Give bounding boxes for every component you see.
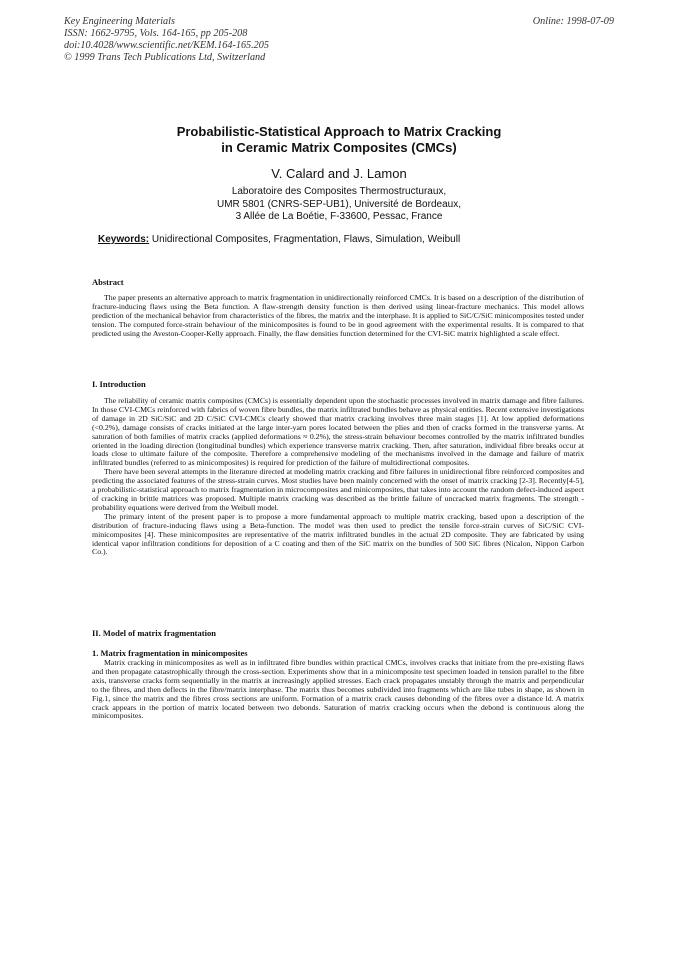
- copyright-line: © 1999 Trans Tech Publications Ltd, Switzerland: [64, 52, 266, 63]
- doi-line: doi:10.4028/www.scientific.net/KEM.164-165.205: [64, 40, 269, 51]
- model-body: [92, 659, 584, 721]
- model-paragraph-1: Matrix cracking in minicomposites as well as in infiltrated fibre bundles within practical CMCs, involves cracks that initiate from the pre-existing flaws and then propagate catastrophically through the cross-section. Experiments show that in a minicomposite test specimen loaded in tension parallel to the fibre axis, transverse cracks form sequentially in the matrix at increasingly applied stresses. Each crack propagates unstably through the matrix and perpendicular to the fibres, and then deflects in the fibre/matrix interphase. The matrix thus becomes subdivided into fragments which are like tubes in shape, as shown in Fig.1, since the matrix and the fibres cross sections are uniform. Formation of a matrix crack causes debonding of the fibres over a distance ld. A matrix crack appears in the portion of matrix located between two debonds. Saturation of matrix cracking occurs when the debond is continuous along the minicomposites.: [92, 658, 584, 721]
- keywords-label: Keywords:: [98, 234, 150, 245]
- abstract-paragraph: The paper presents an alternative approach to matrix fragmentation in unidirectionally reinforced CMCs. It is based on a description of the distribution of fracture-inducing flaws using the Beta function. A flaw-strength density function is then derived using linear-fracture mechanics. This model allows prediction of the mechanical behavior from characteristics of the fibres, the matrix and the interphase. It is applied to SiC/C/SiC minicomposites tested under tension. The computed force-strain behaviour of the minicomposites is found to be in good agreement with the experimental results. It is compared to that predicted using the Aveston-Cooper-Kelly approach. Finally, the flaw densities function determined for the CVI-SiC matrix highlighted a scale effect.: [92, 293, 584, 338]
- introduction-paragraph-2: There have been several attempts in the literature directed at modeling matrix cracking and fibre failures in unidirectional fibre reinforced composites and predicting the associated features of the stress-strain curves. Most studies have been mainly concerned with the onset of matrix cracking [2-3]. Recently[4-5], a probabilistic-statistical approach to matrix fragmentation in microcomposites and minicomposites, that takes into account the random defect-induced aspect of cracking in brittle matrices was proposed. Multiple matrix cracking was described as the brittle failure of uncracked matrix fragments. The strength - probability equations were derived from the Weibull model.: [92, 467, 584, 512]
- abstract-heading: Abstract: [92, 277, 124, 287]
- affiliation-line-1: Laboratoire des Composites Thermostructuraux,: [231, 186, 447, 197]
- keywords: [98, 234, 618, 245]
- introduction-paragraph-1: The reliability of ceramic matrix composites (CMCs) is essentially dependent upon the stochastic processes involved in matrix damage and fibre failures. In those CVI-CMCs reinforced with fabrics of woven fibre bundles, the matrix infiltrated bundles behave as physical entities. Recent extensive investigations of damage in 2D SiC/SiC and 2D C/SiC CVI-CMCs clearly showed that matrix cracking involves three main stages [1]. At low applied deformations (<0.2%), damage consists of cracks initiated at the large inter-yarn pores located between the plies and then of cracks formed in the transverse yarns. At saturation of both families of matrix cracks (applied deformations ≈ 0.2%), the stress-strain behaviour becomes controlled by the matrix infiltrated bundles oriented in the loading direction (longitudinal bundles) which experience transverse matrix cracking. Then, after saturation, individual fibre breaks occur at loads close to ultimate failure of the composite. Therefore a comprehensive modeling of the mechanisms involved in the damage and failure of matrix infiltrated bundles (referred to as minicomposites) is required for prediction of the failure of multidirectional composites.: [92, 396, 584, 468]
- affiliation: [0, 186, 678, 224]
- introduction-body: [92, 397, 584, 557]
- affiliation-line-2: UMR 5801 (CNRS-SEP-UB1), Université de Bordeaux,: [217, 198, 461, 210]
- introduction-heading: I. Introduction: [92, 379, 146, 389]
- introduction-paragraph-3: The primary intent of the present paper is to propose a more fundamental approach to multiple matrix cracking, based upon a description of the distribution of fracture-inducing flaws using a Beta-function. The model was then used to predict the tensile force-strain curves of SiC/SiC CVI-minicomposites [4]. These minicomposites are representative of the matrix infiltrated bundles in the actual 2D composite. They are fabricated by using identical vapor infiltration conditions for deposition of a C coating and then of the SiC matrix on the bundles of 500 SiC fibres (Nicalon, Nippon Carbon Co.).: [92, 511, 584, 557]
- journal-name: Key Engineering Materials: [64, 16, 175, 27]
- online-date: Online: 1998-07-09: [532, 16, 614, 27]
- issn-line: ISSN: 1662-9795, Vols. 164-165, pp 205-208: [64, 28, 248, 39]
- model-heading: II. Model of matrix fragmentation: [92, 628, 216, 638]
- model-subheading: 1. Matrix fragmentation in minicomposites: [92, 648, 248, 658]
- journal-header: [64, 16, 269, 64]
- affiliation-line-3: 3 Allée de La Boétie, F-33600, Pessac, France: [235, 211, 443, 222]
- keywords-list: Unidirectional Composites, Fragmentation, Flaws, Simulation, Weibull: [151, 234, 461, 245]
- abstract-body: [92, 294, 584, 339]
- paper-title: [0, 124, 678, 155]
- authors: V. Calard and J. Lamon: [271, 166, 407, 181]
- title-line-1: Probabilistic-Statistical Approach to Matrix Cracking: [176, 124, 502, 139]
- title-line-2: in Ceramic Matrix Composites (CMCs): [221, 139, 457, 155]
